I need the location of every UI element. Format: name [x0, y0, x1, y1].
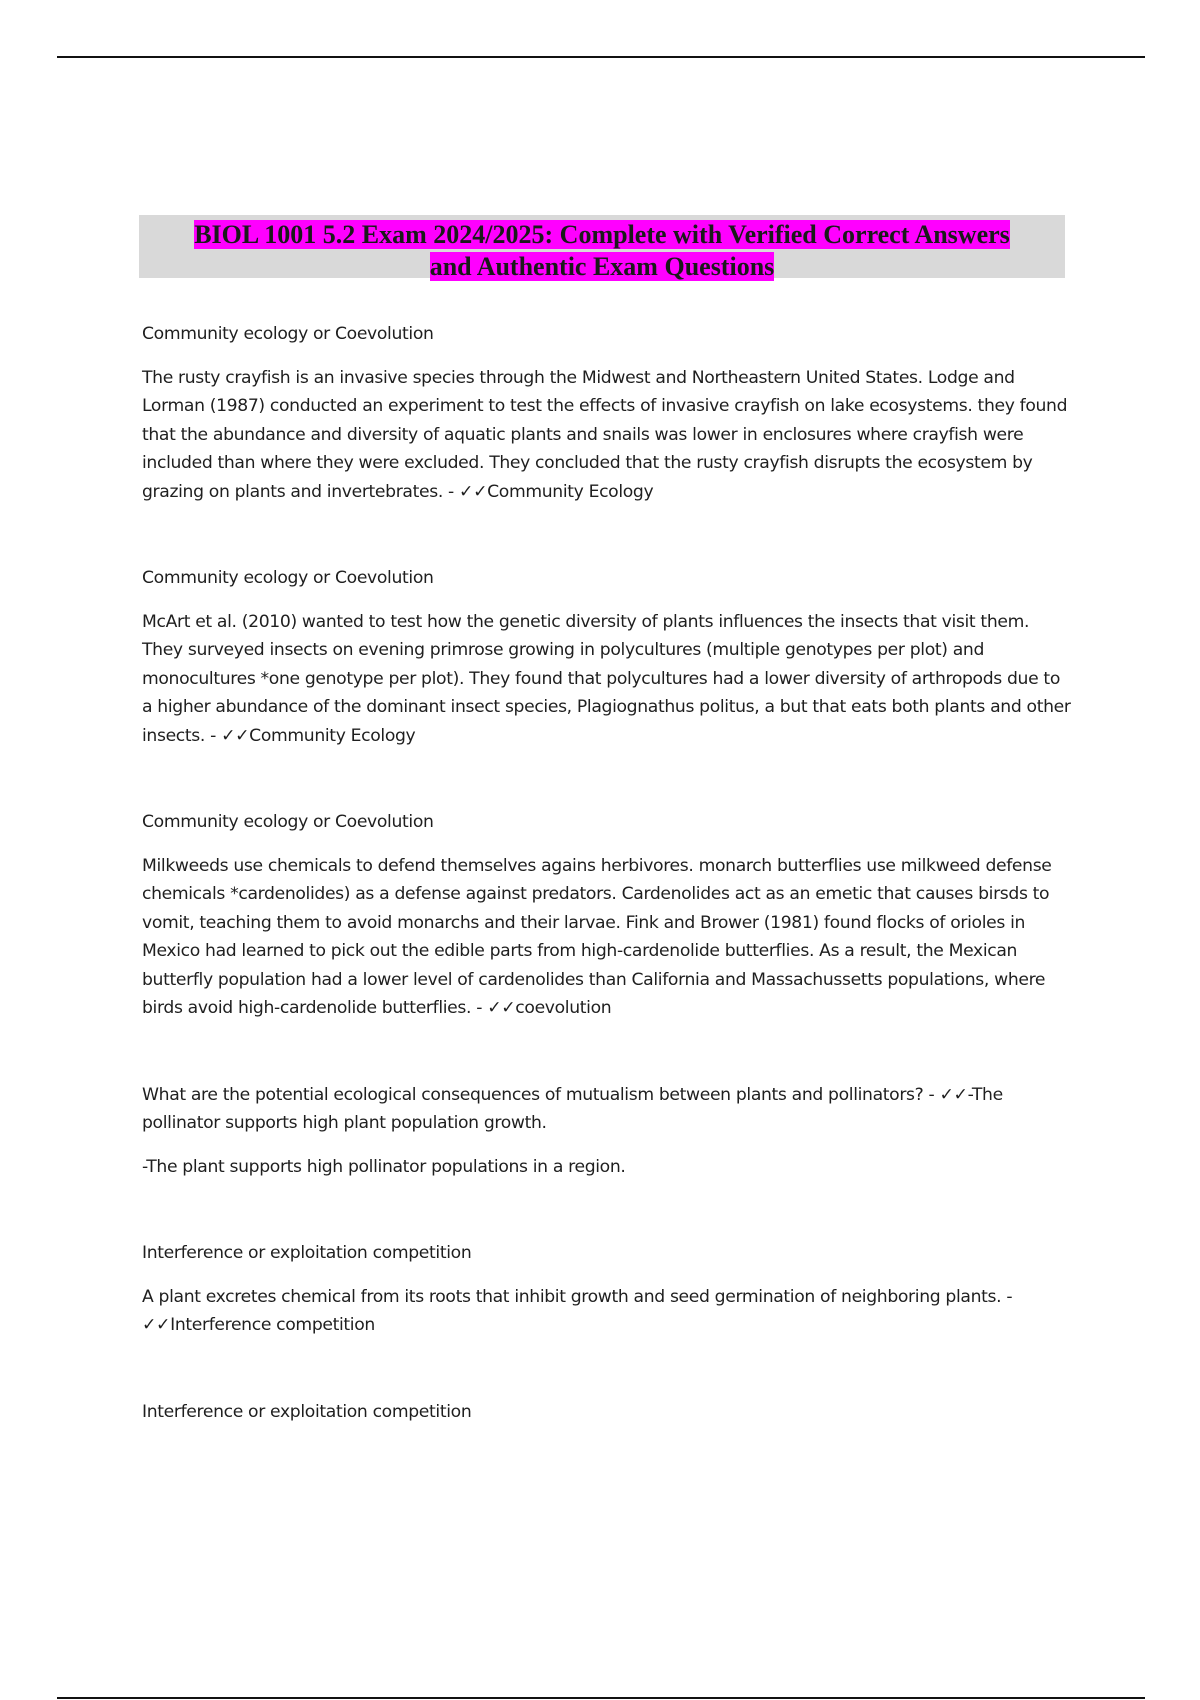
question-label: Interference or exploitation competition: [142, 1243, 472, 1263]
qa-item: [142, 1398, 1072, 1427]
qa-item: [142, 1239, 1072, 1340]
question-body: A plant excretes chemical from its roots that inhibit growth and seed germination of neighboring plants. - ✓✓Interference competition: [142, 1286, 1013, 1335]
title-line-1: BIOL 1001 5.2 Exam 2024/2025: Complete with Verified Correct Answers: [194, 220, 1010, 249]
title-band: [139, 215, 1065, 281]
qa-item: [142, 808, 1072, 1023]
question-label: Community ecology or Coevolution: [142, 812, 434, 832]
question-body: The rusty crayfish is an invasive species through the Midwest and Northeastern United States. Lodge and Lorman (1987) conducted an experiment to test the effects of invasive crayfish on lake ecosystems. they found that the abundance and diversity of aquatic plants and snails was lower in enclosures where crayfish were included than where they were excluded. They concluded that the rusty crayfish disrupts the ecosystem by grazing on plants and invertebrates. - ✓✓Community Ecology: [142, 367, 1068, 502]
qa-content: [142, 320, 1072, 1426]
question-label: Interference or exploitation competition: [142, 1401, 472, 1422]
footer-rule: [57, 1697, 1145, 1699]
question-text: What are the potential ecological consequences of mutualism between plants and pollinators? - ✓✓-The pollinator supports high plant population growth.: [142, 1084, 1003, 1133]
qa-item: [142, 320, 1072, 506]
header-rule: [57, 56, 1145, 58]
document-title: [139, 219, 1065, 283]
qa-item: [142, 564, 1072, 750]
question-body: McArt et al. (2010) wanted to test how the genetic diversity of plants influences the insects that visit them. They surveyed insects on evening primrose growing in polycultures (multiple genotypes per plot) and monocultures *one genotype per plot). They found that polycultures had a lower diversity of arthropods due to a higher abundance of the dominant insect species, Plagiognathus politus, a but that eats both plants and other insects. - ✓✓Community Ecology: [142, 611, 1071, 746]
question-label: Community ecology or Coevolution: [142, 568, 434, 588]
answer-extra: -The plant supports high pollinator populations in a region.: [142, 1156, 626, 1177]
question-body: Milkweeds use chemicals to defend themselves agains herbivores. monarch butterflies use milkweed defense chemicals *cardenolides) as a defense against predators. Cardenolides act as an emetic that causes birsds to vomit, teaching them to avoid monarchs and their larvae. Fink and Brower (1981) found flocks of orioles in Mexico had learned to pick out the edible parts from high-cardenolide butterflies. As a result, the Mexican butterfly population had a lower level of cardenolides than California and Massachussetts populations, where birds avoid high-cardenolide butterflies. - ✓✓coevolution: [142, 855, 1052, 1018]
title-line-2: and Authentic Exam Questions: [429, 252, 775, 281]
qa-item: [142, 1081, 1072, 1182]
question-label: Community ecology or Coevolution: [142, 324, 434, 344]
